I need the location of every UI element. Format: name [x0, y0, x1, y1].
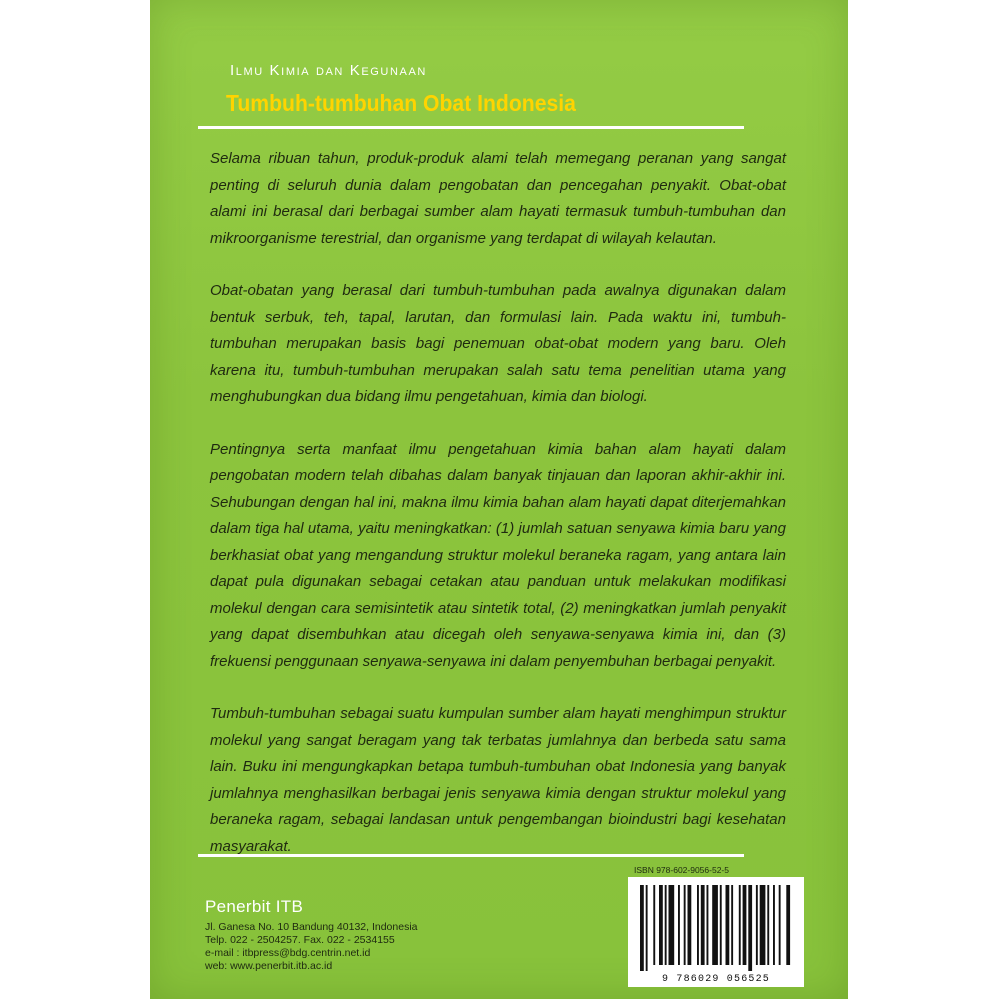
isbn-barcode — [628, 877, 804, 987]
publisher-name: Penerbit ITB — [205, 897, 304, 916]
blurb-paragraph-3: Pentingnya serta manfaat ilmu pengetahuan kimia bahan alam hayati dalam pengobatan modern telah dibahas dalam banyak tinjauan dan laporan akhir-akhir ini. Sehubungan dengan hal ini, makna ilmu kimia bahan alam hayati dapat diterjemahkan dalam tiga hal utama, yaitu meningkatkan: (1) jumlah satuan senyawa kimia baru yang berkhasiat obat yang mengandung struktur molekul beraneka ragam, yang antara lain dapat pula digunakan sebagai cetakan atau panduan untuk melakukan modifikasi molekul dengan cara semisintetik atau sintetik total, (2) meningkatkan jumlah penyakit yang dapat disembuhkan atau dicegah oleh senyawa-senyawa kimia ini, dan (3) frekuensi penggunaan senyawa-senyawa ini dalam penyembuhan berbagai penyakit. — [210, 440, 786, 670]
blurb-paragraph-1: Selama ribuan tahun, produk-produk alami telah memegang peranan yang sangat penting di seluruh dunia dalam pengobatan dan pencegahan penyakit. Obat-obat alami ini berasal dari berbagai sumber alam hayati termasuk tumbuh-tumbuhan dan mikroorganisme terestrial, dan organisme yang terdapat di wilayah kelautan. — [210, 150, 786, 247]
barcode-bar — [678, 885, 680, 965]
barcode-bars — [628, 877, 804, 973]
top-divider — [198, 126, 744, 129]
barcode-bar — [697, 885, 699, 965]
barcode-bar — [743, 885, 747, 965]
publisher-email: e-mail : itbpress@bdg.centrin.net.id — [205, 947, 371, 959]
blurb-paragraph-2: Obat-obatan yang berasal dari tumbuh-tumbuhan pada awalnya digunakan dalam bentuk serbuk, teh, tapal, larutan, dan formulasi lain. Pada waktu ini, tumbuh-tumbuhan merupakan basis bagi penemuan obat-obat modern yang baru. Oleh karena itu, tumbuh-tumbuhan merupakan salah satu tema penelitian utama yang menghubungkan dua bidang ilmu pengetahuan, kimia dan biologi. — [210, 282, 786, 405]
barcode-bar — [707, 885, 709, 965]
barcode-bar — [748, 885, 752, 971]
barcode-bar — [712, 885, 718, 965]
barcode-bar — [669, 885, 675, 965]
barcode-bar — [739, 885, 741, 965]
series-kicker: Ilmu Kimia dan Kegunaan — [230, 62, 427, 79]
publisher-phone: Telp. 022 - 2504257. Fax. 022 - 2534155 — [205, 934, 395, 946]
barcode-bar — [726, 885, 730, 965]
barcode-bar — [640, 885, 644, 971]
barcode-bar — [720, 885, 722, 965]
publisher-block — [205, 897, 418, 973]
barcode-bar — [773, 885, 775, 965]
isbn-digits: 9 786029 056525 — [661, 974, 770, 985]
isbn-label: ISBN 978-602-9056-52-5 — [634, 865, 729, 875]
barcode-bar — [665, 885, 667, 965]
barcode-bar — [756, 885, 758, 965]
book-back-cover — [150, 0, 848, 999]
barcode-bar — [653, 885, 655, 965]
publisher-web: web: www.penerbit.itb.ac.id — [205, 960, 333, 972]
barcode-bar — [760, 885, 766, 965]
bottom-divider — [198, 854, 744, 857]
barcode-bar — [659, 885, 663, 965]
barcode-bar — [646, 885, 648, 971]
blurb-text — [210, 146, 786, 886]
barcode-bar — [786, 885, 790, 965]
publisher-address: Jl. Ganesa No. 10 Bandung 40132, Indonesia — [205, 921, 418, 933]
barcode-bar — [767, 885, 769, 965]
book-title: Tumbuh-tumbuhan Obat Indonesia — [226, 90, 576, 116]
blurb-paragraph-4: Tumbuh-tumbuhan sebagai suatu kumpulan sumber alam hayati menghimpun struktur molekul yang sangat beragam yang tak terbatas jumlahnya dan berbeda satu sama lain. Buku ini mengungkapkan betapa tumbuh-tumbuhan obat Indonesia yang banyak jumlahnya menghasilkan berbagai jenis senyawa kimia dengan struktur molekul yang beraneka ragam, sebagai landasan untuk pengembangan bioindustri bagi kesehatan masyarakat. — [210, 705, 786, 855]
barcode-bar — [701, 885, 705, 965]
barcode-bar — [684, 885, 686, 965]
barcode-bar — [688, 885, 692, 965]
barcode-bar — [779, 885, 781, 965]
barcode-bar — [731, 885, 733, 965]
